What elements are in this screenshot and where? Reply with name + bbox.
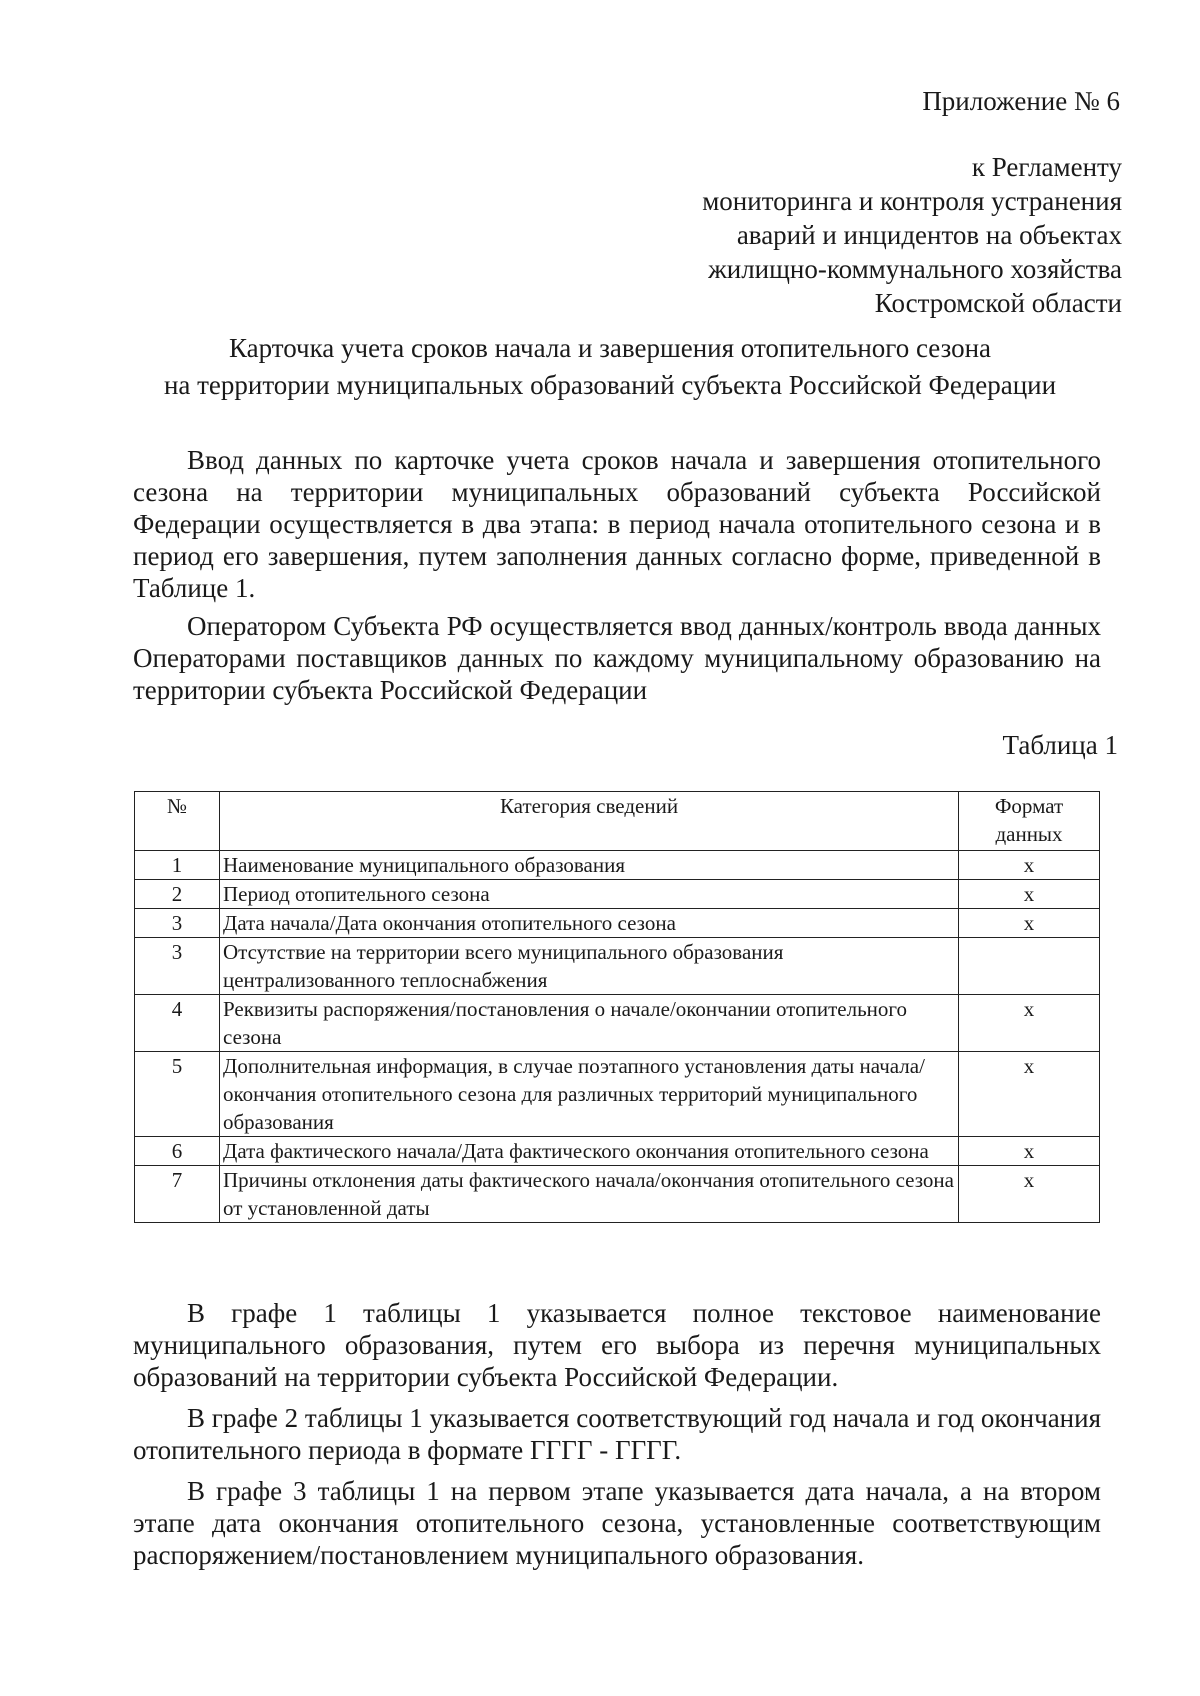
header-category: Категория сведений xyxy=(220,792,959,851)
row-num: 2 xyxy=(135,880,220,909)
row-num: 6 xyxy=(135,1137,220,1166)
header-num: № xyxy=(135,792,220,851)
header-format: Формат данных xyxy=(959,792,1100,851)
row-format: x xyxy=(959,1052,1100,1137)
row-format: x xyxy=(959,1166,1100,1223)
intro-paragraph: Ввод данных по карточке учета сроков начала и завершения отопительного сезона на территории муниципальных образований субъекта Российской Федерации осуществляется в два этапа: в период начала отопительного сезона и в период его завершения, путем заполнения данных согласно форме, приведенной в Таблице 1. xyxy=(133,445,1101,603)
row-num: 3 xyxy=(135,909,220,938)
row-num: 5 xyxy=(135,1052,220,1137)
table-row xyxy=(135,851,1100,880)
data-table xyxy=(134,791,1100,1223)
reglament-line: Костромской области xyxy=(874,288,1122,318)
document-title xyxy=(120,330,1100,404)
explanation-text xyxy=(133,1297,1101,1571)
row-format: x xyxy=(959,1137,1100,1166)
reglament-reference xyxy=(702,150,1122,320)
explanation-paragraph: В графе 1 таблицы 1 указывается полное текстовое наименование муниципального образования, путем его выбора из перечня муниципальных образований на территории субъекта Российской Федерации. xyxy=(133,1298,1101,1392)
row-category: Дата начала/Дата окончания отопительного сезона xyxy=(220,909,959,938)
row-num: 1 xyxy=(135,851,220,880)
explanation-paragraph: В графе 3 таблицы 1 на первом этапе указывается дата начала, а на втором этапе дата окончания отопительного сезона, установленные соответствующим распоряжением/постановлением муниципального образования. xyxy=(133,1476,1101,1570)
intro-text xyxy=(133,444,1101,706)
reglament-line: аварий и инцидентов на объектах xyxy=(736,220,1122,250)
table-row xyxy=(135,1137,1100,1166)
explanation-paragraph: В графе 2 таблицы 1 указывается соответствующий год начала и год окончания отопительного периода в формате ГГГГ - ГГГГ. xyxy=(133,1403,1101,1465)
row-num: 4 xyxy=(135,995,220,1052)
row-category: Дата фактического начала/Дата фактического окончания отопительного сезона xyxy=(220,1137,959,1166)
table-row xyxy=(135,880,1100,909)
row-category: Реквизиты распоряжения/постановления о начале/окончании отопительного сезона xyxy=(220,995,959,1052)
title-line: на территории муниципальных образований субъекта Российской Федерации xyxy=(163,370,1057,400)
row-num: 7 xyxy=(135,1166,220,1223)
table-row xyxy=(135,1052,1100,1137)
table-row xyxy=(135,938,1100,995)
reglament-line: мониторинга и контроля устранения xyxy=(702,186,1122,216)
row-format xyxy=(959,938,1100,995)
table-row xyxy=(135,909,1100,938)
row-category: Причины отклонения даты фактического начала/окончания отопительного сезона от установленной даты xyxy=(220,1166,959,1223)
annex-number: Приложение № 6 xyxy=(922,86,1120,116)
title-line: Карточка учета сроков начала и завершения отопительного сезона xyxy=(228,333,992,363)
table-row xyxy=(135,995,1100,1052)
table-header-row xyxy=(135,792,1100,851)
row-format: x xyxy=(959,851,1100,880)
reglament-line: к Регламенту xyxy=(971,152,1122,182)
intro-paragraph: Оператором Субъекта РФ осуществляется ввод данных/контроль ввода данных Операторами поставщиков данных по каждому муниципальному образованию на территории субъекта Российской Федерации xyxy=(133,611,1101,705)
row-format: x xyxy=(959,995,1100,1052)
row-format: x xyxy=(959,880,1100,909)
row-category: Дополнительная информация, в случае поэтапного установления даты начала/окончания отопительного сезона для различных территорий муниципального образования xyxy=(220,1052,959,1137)
reglament-line: жилищно-коммунального хозяйства xyxy=(708,254,1122,284)
table-caption: Таблица 1 xyxy=(1002,730,1118,760)
row-category: Отсутствие на территории всего муниципального образования централизованного теплоснабжения xyxy=(220,938,959,995)
row-category: Период отопительного сезона xyxy=(220,880,959,909)
table-row xyxy=(135,1166,1100,1223)
row-num: 3 xyxy=(135,938,220,995)
row-format: x xyxy=(959,909,1100,938)
row-category: Наименование муниципального образования xyxy=(220,851,959,880)
